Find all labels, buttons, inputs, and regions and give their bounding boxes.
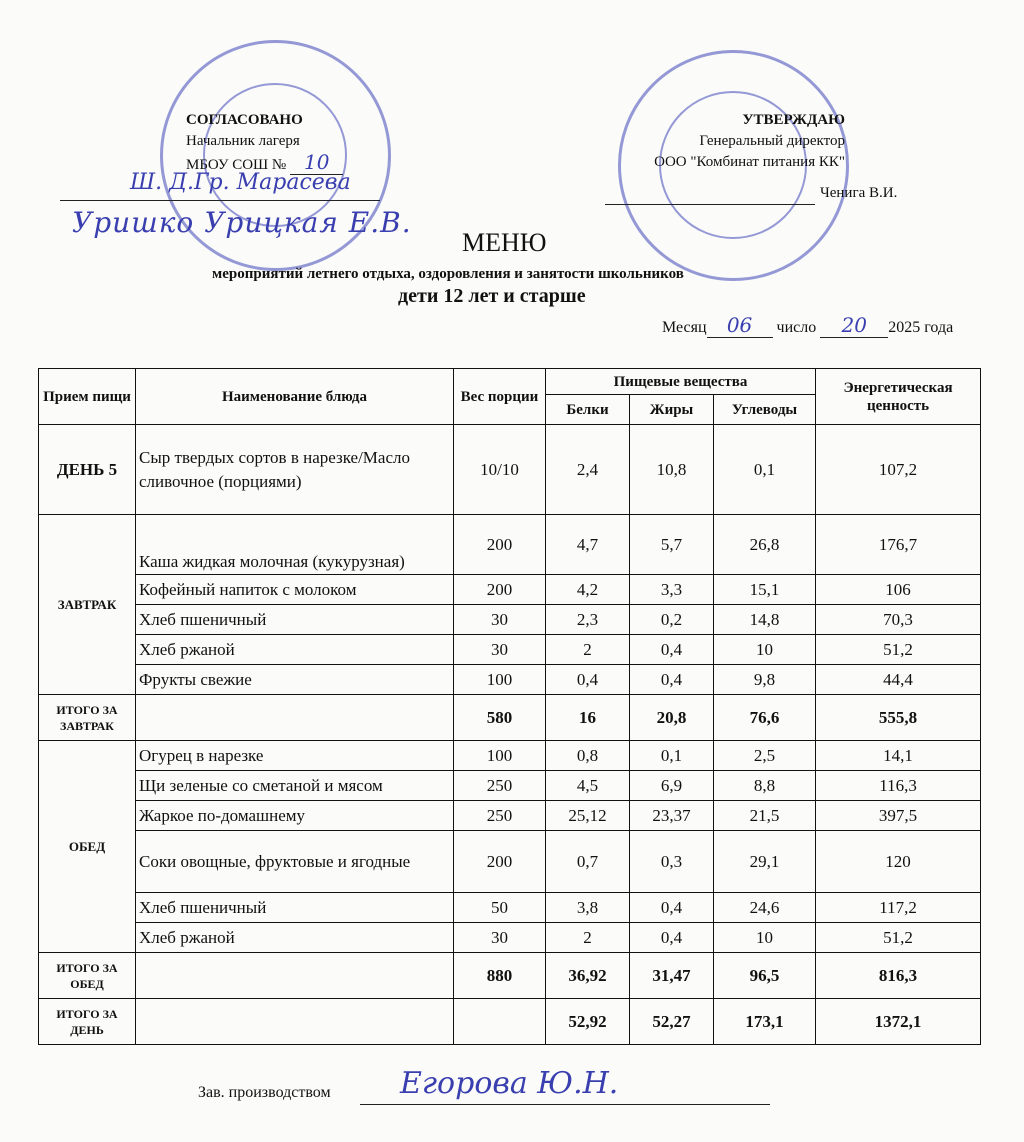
day-label: ДЕНЬ 5 <box>39 425 136 515</box>
energy-cell: 106 <box>816 575 981 605</box>
table-row <box>39 741 981 771</box>
menu-title: МЕНЮ <box>462 228 547 257</box>
table-row <box>39 575 981 605</box>
table-row <box>39 605 981 635</box>
weight-cell: 10/10 <box>454 425 546 515</box>
protein-cell: 2 <box>546 923 630 953</box>
dish-name: Соки овощные, фруктовые и ягодные <box>136 831 454 893</box>
fat-cell: 0,4 <box>630 665 714 695</box>
carbs-cell: 8,8 <box>714 771 816 801</box>
table-row <box>39 893 981 923</box>
weight-cell: 30 <box>454 923 546 953</box>
total-label: ИТОГО ЗА ЗАВТРАК <box>39 695 136 741</box>
table-row <box>39 923 981 953</box>
dish-name: Хлеб пшеничный <box>136 605 454 635</box>
handwritten-signature: Уришко Урицкая Е.В. <box>72 206 412 239</box>
table-row <box>39 665 981 695</box>
table-row <box>39 771 981 801</box>
fat-cell: 5,7 <box>630 515 714 575</box>
energy-cell: 555,8 <box>816 695 981 741</box>
total-label: ИТОГО ЗА ДЕНЬ <box>39 999 136 1045</box>
year-text: 2025 года <box>888 319 954 336</box>
weight-cell: 50 <box>454 893 546 923</box>
dish-name: Хлеб пшеничный <box>136 893 454 923</box>
protein-cell: 3,8 <box>546 893 630 923</box>
carbs-cell: 29,1 <box>714 831 816 893</box>
approval-left-line1: Начальник лагеря <box>186 133 300 149</box>
carbs-cell: 76,6 <box>714 695 816 741</box>
energy-cell: 70,3 <box>816 605 981 635</box>
fat-cell: 6,9 <box>630 771 714 801</box>
energy-cell: 176,7 <box>816 515 981 575</box>
dish-name <box>136 953 454 999</box>
total-label: ИТОГО ЗА ОБЕД <box>39 953 136 999</box>
school-number-handwritten: 10 <box>290 150 343 175</box>
energy-cell: 816,3 <box>816 953 981 999</box>
menu-subtitle: мероприятий летнего отдыха, оздоровления и занятости школьников <box>212 266 684 282</box>
fat-cell: 31,47 <box>630 953 714 999</box>
day-value: 20 <box>820 313 888 338</box>
weight-cell: 30 <box>454 635 546 665</box>
weight-cell: 200 <box>454 575 546 605</box>
header-meal: Прием пищи <box>39 369 136 425</box>
carbs-cell: 24,6 <box>714 893 816 923</box>
header-dish: Наименование блюда <box>136 369 454 425</box>
day-label: число <box>776 319 817 336</box>
table-row <box>39 635 981 665</box>
fat-cell: 10,8 <box>630 425 714 515</box>
table-row-total <box>39 999 981 1045</box>
carbs-cell: 0,1 <box>714 425 816 515</box>
approval-right-block <box>640 110 845 173</box>
table-row <box>39 425 981 515</box>
energy-cell: 51,2 <box>816 635 981 665</box>
dish-name: Сыр твердых сортов в нарезке/Масло сливочное (порциями) <box>136 425 454 515</box>
footer-handwritten-name: Егорова Ю.Н. <box>400 1066 619 1101</box>
fat-cell: 23,37 <box>630 801 714 831</box>
fat-cell: 20,8 <box>630 695 714 741</box>
protein-cell: 4,5 <box>546 771 630 801</box>
table-row-total <box>39 953 981 999</box>
energy-cell: 120 <box>816 831 981 893</box>
energy-cell: 107,2 <box>816 425 981 515</box>
energy-cell: 14,1 <box>816 741 981 771</box>
carbs-cell: 15,1 <box>714 575 816 605</box>
menu-table <box>38 368 981 1045</box>
dish-name: Каша жидкая молочная (кукурузная) <box>136 515 454 575</box>
dish-name: Кофейный напиток с молоком <box>136 575 454 605</box>
header-carbs: Углеводы <box>714 395 816 425</box>
protein-cell: 2 <box>546 635 630 665</box>
table-row <box>39 515 981 575</box>
fat-cell: 52,27 <box>630 999 714 1045</box>
carbs-cell: 9,8 <box>714 665 816 695</box>
fat-cell: 0,4 <box>630 893 714 923</box>
date-line <box>662 313 953 338</box>
fat-cell: 0,3 <box>630 831 714 893</box>
fat-cell: 0,4 <box>630 923 714 953</box>
approval-left-block <box>186 110 343 176</box>
energy-cell: 116,3 <box>816 771 981 801</box>
fat-cell: 0,1 <box>630 741 714 771</box>
fat-cell: 3,3 <box>630 575 714 605</box>
approval-right-line1: Генеральный директор <box>699 133 845 149</box>
protein-cell: 2,4 <box>546 425 630 515</box>
month-value: 06 <box>707 313 773 338</box>
weight-cell: 250 <box>454 771 546 801</box>
month-label: Месяц <box>662 319 707 336</box>
carbs-cell: 14,8 <box>714 605 816 635</box>
weight-cell: 580 <box>454 695 546 741</box>
header-energy: Энергетическая ценность <box>816 369 981 425</box>
approval-right-title: УТВЕРЖДАЮ <box>742 112 845 128</box>
age-group: дети 12 лет и старше <box>398 285 586 307</box>
carbs-cell: 2,5 <box>714 741 816 771</box>
table-row-total <box>39 695 981 741</box>
protein-cell: 4,2 <box>546 575 630 605</box>
fat-cell: 0,4 <box>630 635 714 665</box>
dish-name: Огурец в нарезке <box>136 741 454 771</box>
energy-cell: 397,5 <box>816 801 981 831</box>
weight-cell: 250 <box>454 801 546 831</box>
protein-cell: 52,92 <box>546 999 630 1045</box>
protein-cell: 25,12 <box>546 801 630 831</box>
header-protein: Белки <box>546 395 630 425</box>
dish-name: Жаркое по-домашнему <box>136 801 454 831</box>
approval-right-director-name: Ченига В.И. <box>820 185 898 201</box>
weight-cell <box>454 999 546 1045</box>
footer-label: Зав. производством <box>198 1084 331 1101</box>
dish-name <box>136 695 454 741</box>
table-row <box>39 831 981 893</box>
weight-cell: 880 <box>454 953 546 999</box>
energy-cell: 44,4 <box>816 665 981 695</box>
weight-cell: 200 <box>454 515 546 575</box>
fat-cell: 0,2 <box>630 605 714 635</box>
breakfast-label: ЗАВТРАК <box>39 515 136 695</box>
header-weight: Вес порции <box>454 369 546 425</box>
handwritten-name: Ш. Д.Гр. Марасева <box>130 170 351 195</box>
dish-name: Хлеб ржаной <box>136 635 454 665</box>
header-nutrients: Пищевые вещества <box>546 369 816 395</box>
dish-name: Щи зеленые со сметаной и мясом <box>136 771 454 801</box>
approval-right-sign-line <box>605 204 815 205</box>
energy-cell: 117,2 <box>816 893 981 923</box>
header-fat: Жиры <box>630 395 714 425</box>
protein-cell: 36,92 <box>546 953 630 999</box>
approval-left-title: СОГЛАСОВАНО <box>186 112 303 128</box>
protein-cell: 0,4 <box>546 665 630 695</box>
lunch-label: ОБЕД <box>39 741 136 953</box>
weight-cell: 100 <box>454 741 546 771</box>
protein-cell: 16 <box>546 695 630 741</box>
approval-right-line2: ООО "Комбинат питания КК" <box>654 154 845 170</box>
carbs-cell: 21,5 <box>714 801 816 831</box>
carbs-cell: 10 <box>714 635 816 665</box>
weight-cell: 100 <box>454 665 546 695</box>
approval-left-sign-line <box>60 200 380 201</box>
table-row <box>39 801 981 831</box>
carbs-cell: 26,8 <box>714 515 816 575</box>
carbs-cell: 96,5 <box>714 953 816 999</box>
weight-cell: 200 <box>454 831 546 893</box>
dish-name <box>136 999 454 1045</box>
protein-cell: 0,7 <box>546 831 630 893</box>
carbs-cell: 173,1 <box>714 999 816 1045</box>
protein-cell: 0,8 <box>546 741 630 771</box>
approval-left-line2: МБОУ СОШ № 10 <box>186 152 343 176</box>
dish-name: Хлеб ржаной <box>136 923 454 953</box>
weight-cell: 30 <box>454 605 546 635</box>
energy-cell: 1372,1 <box>816 999 981 1045</box>
footer-sign-line <box>360 1104 770 1105</box>
protein-cell: 4,7 <box>546 515 630 575</box>
carbs-cell: 10 <box>714 923 816 953</box>
dish-name: Фрукты свежие <box>136 665 454 695</box>
protein-cell: 2,3 <box>546 605 630 635</box>
energy-cell: 51,2 <box>816 923 981 953</box>
